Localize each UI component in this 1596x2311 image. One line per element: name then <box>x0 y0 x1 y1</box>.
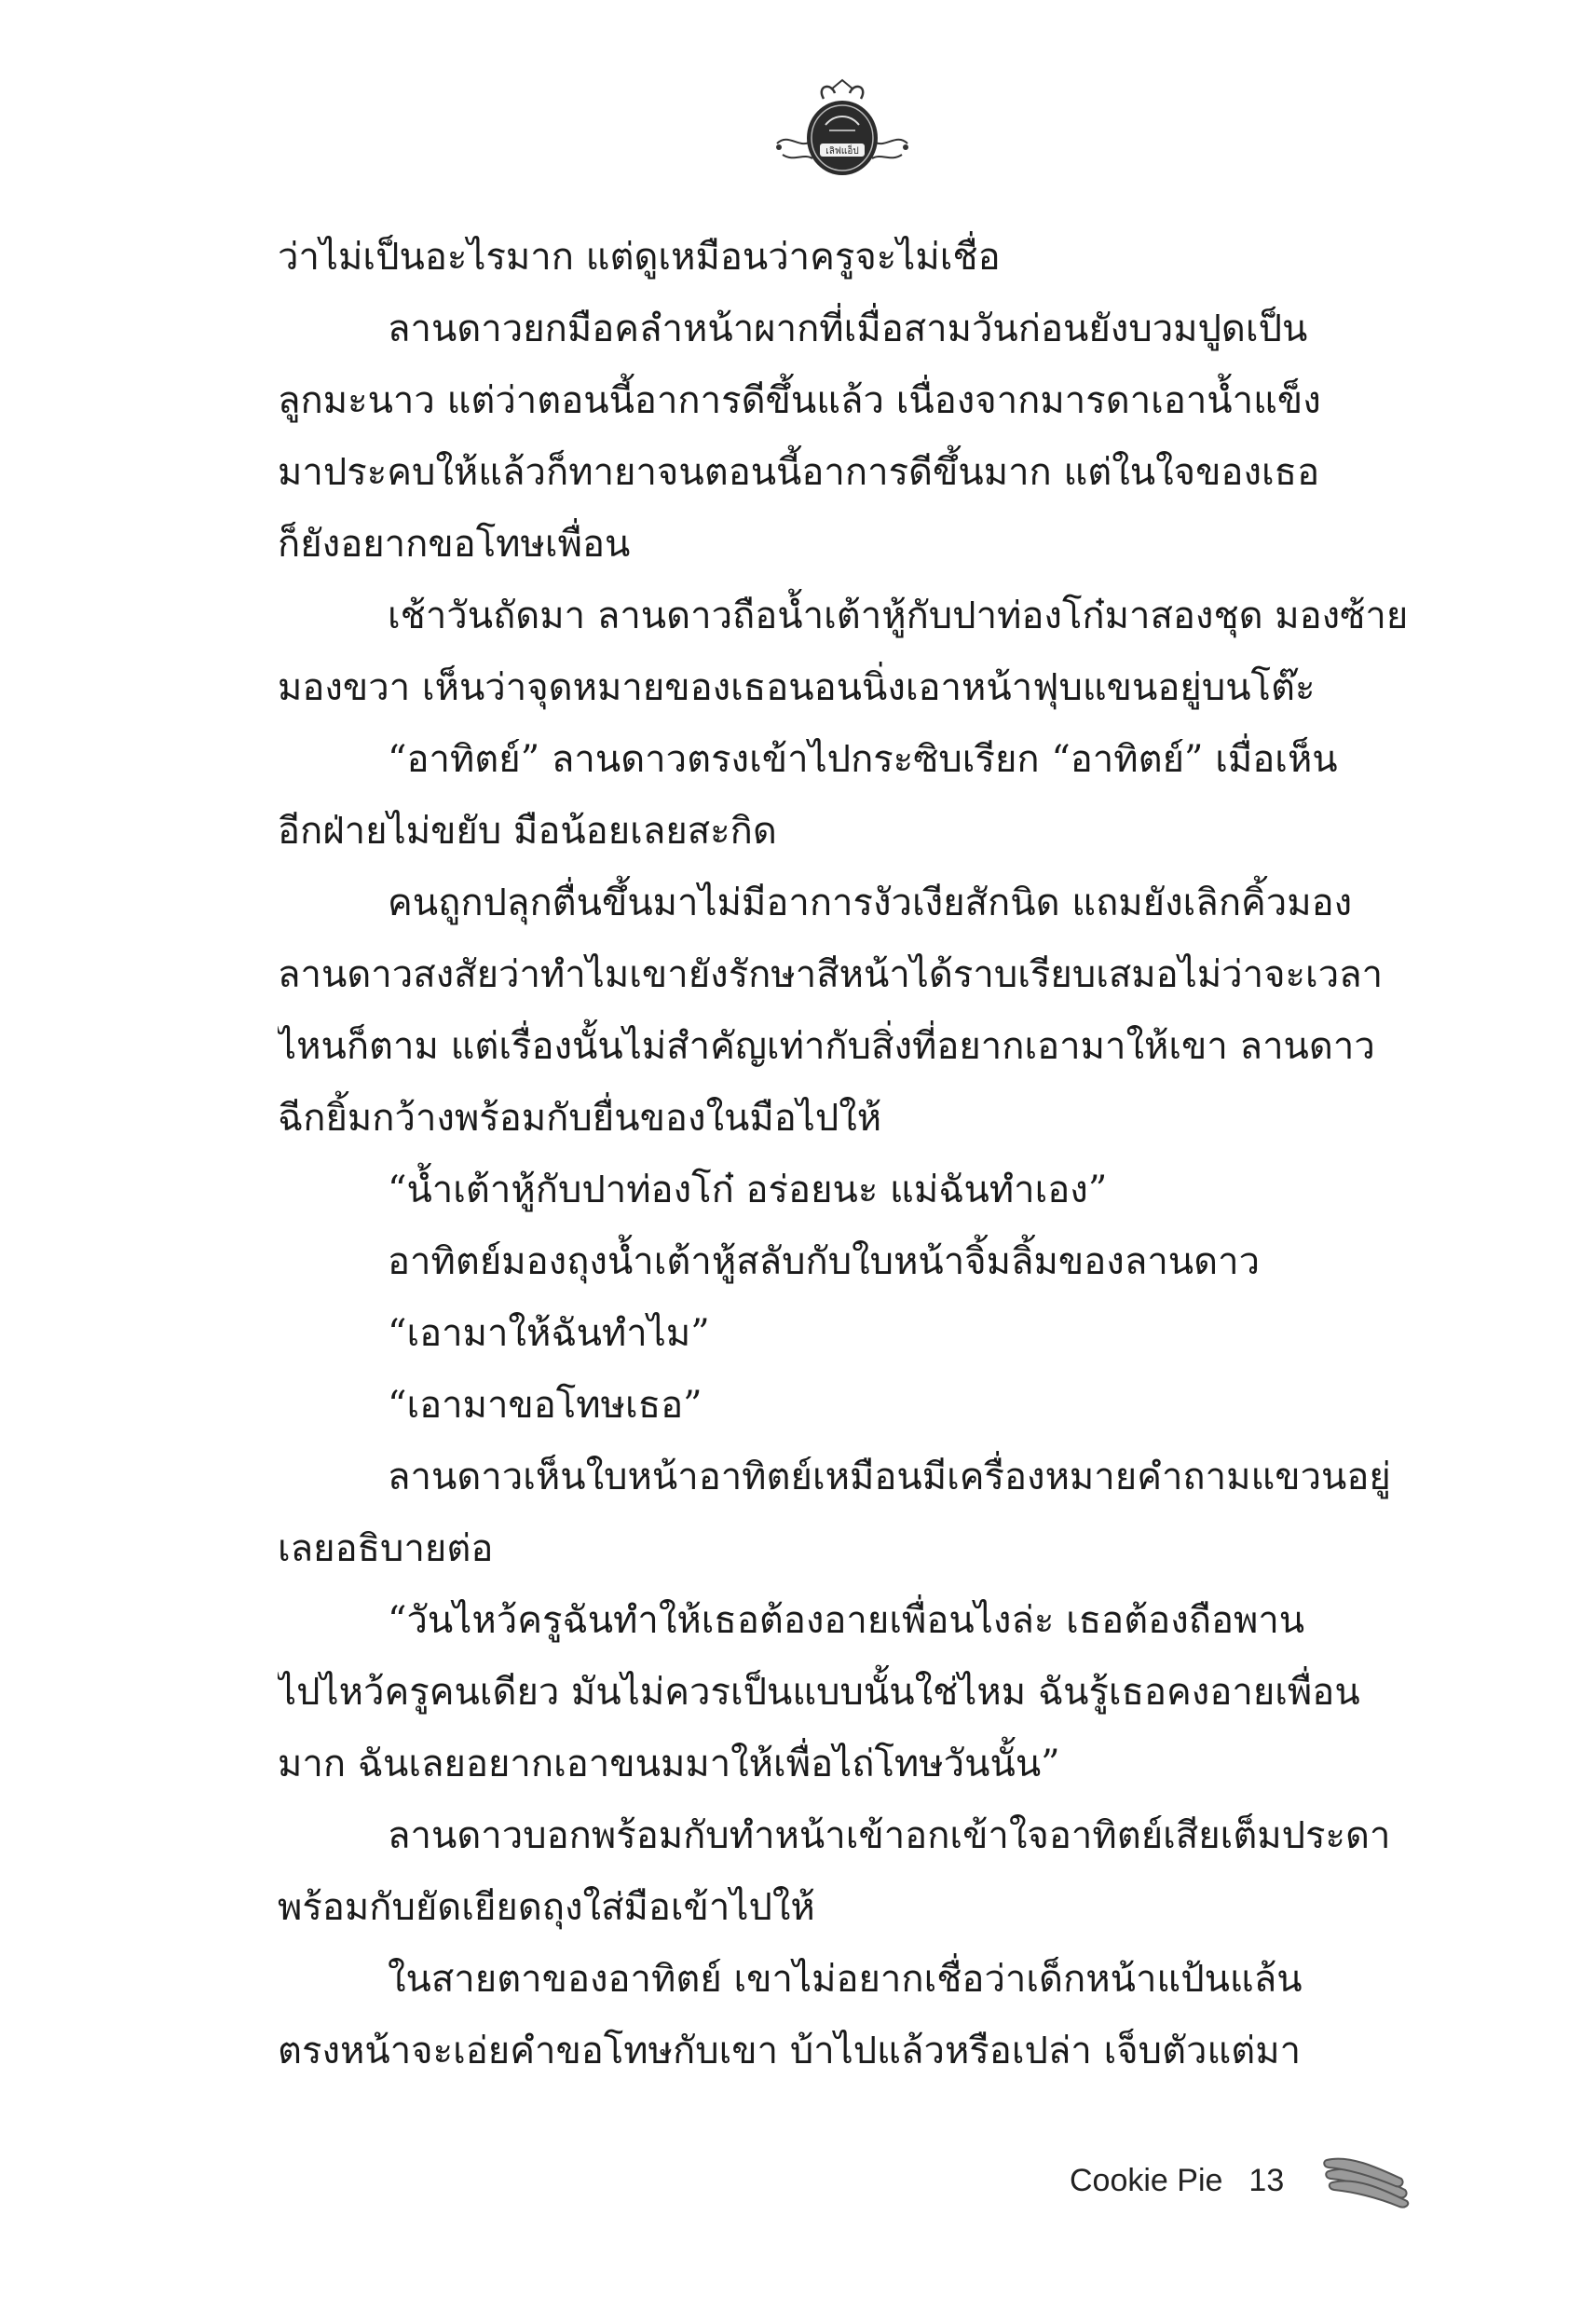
text-line: “วันไหว้ครูฉันทำให้เธอต้องอายเพื่อนไงล่ะ เธอต้องถือพาน <box>388 1599 1305 1642</box>
text-line: “อาทิตย์” ลานดาวตรงเข้าไปกระซิบเรียก “อาทิตย์” เมื่อเห็น <box>388 738 1338 781</box>
publisher-logo <box>770 76 915 181</box>
text-line: พร้อมกับยัดเยียดถุงใส่มือเข้าไปให้ <box>278 1886 815 1929</box>
text-line: ไปไหว้ครูคนเดียว มันไม่ควรเป็นแบบนั้นใช่ไหม ฉันรู้เธอคงอายเพื่อน <box>278 1671 1360 1714</box>
publisher-logo-icon <box>770 76 915 181</box>
logo-text: เลิฟแอ็ป <box>825 146 859 157</box>
text-line: เช้าวันถัดมา ลานดาวถือน้ำเต้าหู้กับปาท่องโก๋มาสองชุด มองซ้าย <box>388 595 1409 637</box>
text-line: ไหนก็ตาม แต่เรื่องนั้นไม่สำคัญเท่ากับสิ่งที่อยากเอามาให้เขา ลานดาว <box>278 1025 1375 1068</box>
text-line: อีกฝ่ายไม่ขยับ มือน้อยเลยสะกิด <box>278 810 777 853</box>
text-line: ลานดาวบอกพร้อมกับทำหน้าเข้าอกเข้าใจอาทิตย์เสียเต็มประดา <box>388 1814 1391 1857</box>
text-line: ลานดาวเห็นใบหน้าอาทิตย์เหมือนมีเครื่องหมายคำถามแขวนอยู่ <box>388 1456 1391 1498</box>
text-line: ลานดาวสงสัยว่าทำไมเขายังรักษาสีหน้าได้ราบเรียบเสมอไม่ว่าจะเวลา <box>278 953 1384 996</box>
text-line: เลยอธิบายต่อ <box>278 1527 494 1570</box>
text-line: มาประคบให้แล้วก็ทายาจนตอนนี้อาการดีขึ้นมาก แต่ในใจของเธอ <box>278 451 1320 494</box>
page-number: 13 <box>1248 2162 1285 2198</box>
body-text <box>278 222 1414 2087</box>
text-line: มองขวา เห็นว่าจุดหมายของเธอนอนนิ่งเอาหน้าฟุบแขนอยู่บนโต๊ะ <box>278 666 1316 709</box>
text-line: ว่าไม่เป็นอะไรมาก แต่ดูเหมือนว่าครูจะไม่เชื่อ <box>278 236 1001 279</box>
text-line: ในสายตาของอาทิตย์ เขาไม่อยากเชื่อว่าเด็กหน้าแป้นแล้น <box>388 1958 1303 2001</box>
page-footer <box>1070 2153 1412 2208</box>
text-line: ตรงหน้าจะเอ่ยคำขอโทษกับเขา บ้าไปแล้วหรือเปล่า เจ็บตัวแต่มา <box>278 2030 1302 2072</box>
text-line: คนถูกปลุกตื่นขึ้นมาไม่มีอาการงัวเงียสักนิด แถมยังเลิกคิ้วมอง <box>388 882 1353 924</box>
text-line: “เอามาขอโทษเธอ” <box>388 1384 703 1427</box>
text-line: ก็ยังอยากขอโทษเพื่อน <box>278 523 631 566</box>
text-line: ลูกมะนาว แต่ว่าตอนนี้อาการดีขึ้นแล้ว เนื่องจากมารดาเอาน้ำแข็ง <box>278 379 1321 422</box>
text-line: อาทิตย์มองถุงน้ำเต้าหู้สลับกับใบหน้าจิ้มลิ้มของลานดาว <box>388 1240 1261 1283</box>
book-title: Cookie Pie <box>1070 2162 1223 2198</box>
text-line: “น้ำเต้าหู้กับปาท่องโก๋ อร่อยนะ แม่ฉันทำเอง” <box>388 1169 1108 1211</box>
text-line: “เอามาให้ฉันทำไม” <box>388 1312 710 1355</box>
cookie-sticks-icon <box>1323 2153 1412 2208</box>
text-line: ฉีกยิ้มกว้างพร้อมกับยื่นของในมือไปให้ <box>278 1097 882 1140</box>
text-line: มาก ฉันเลยอยากเอาขนมมาให้เพื่อไถ่โทษวันนั้น” <box>278 1743 1060 1785</box>
text-line: ลานดาวยกมือคลำหน้าผากที่เมื่อสามวันก่อนยังบวมปูดเป็น <box>388 308 1308 350</box>
